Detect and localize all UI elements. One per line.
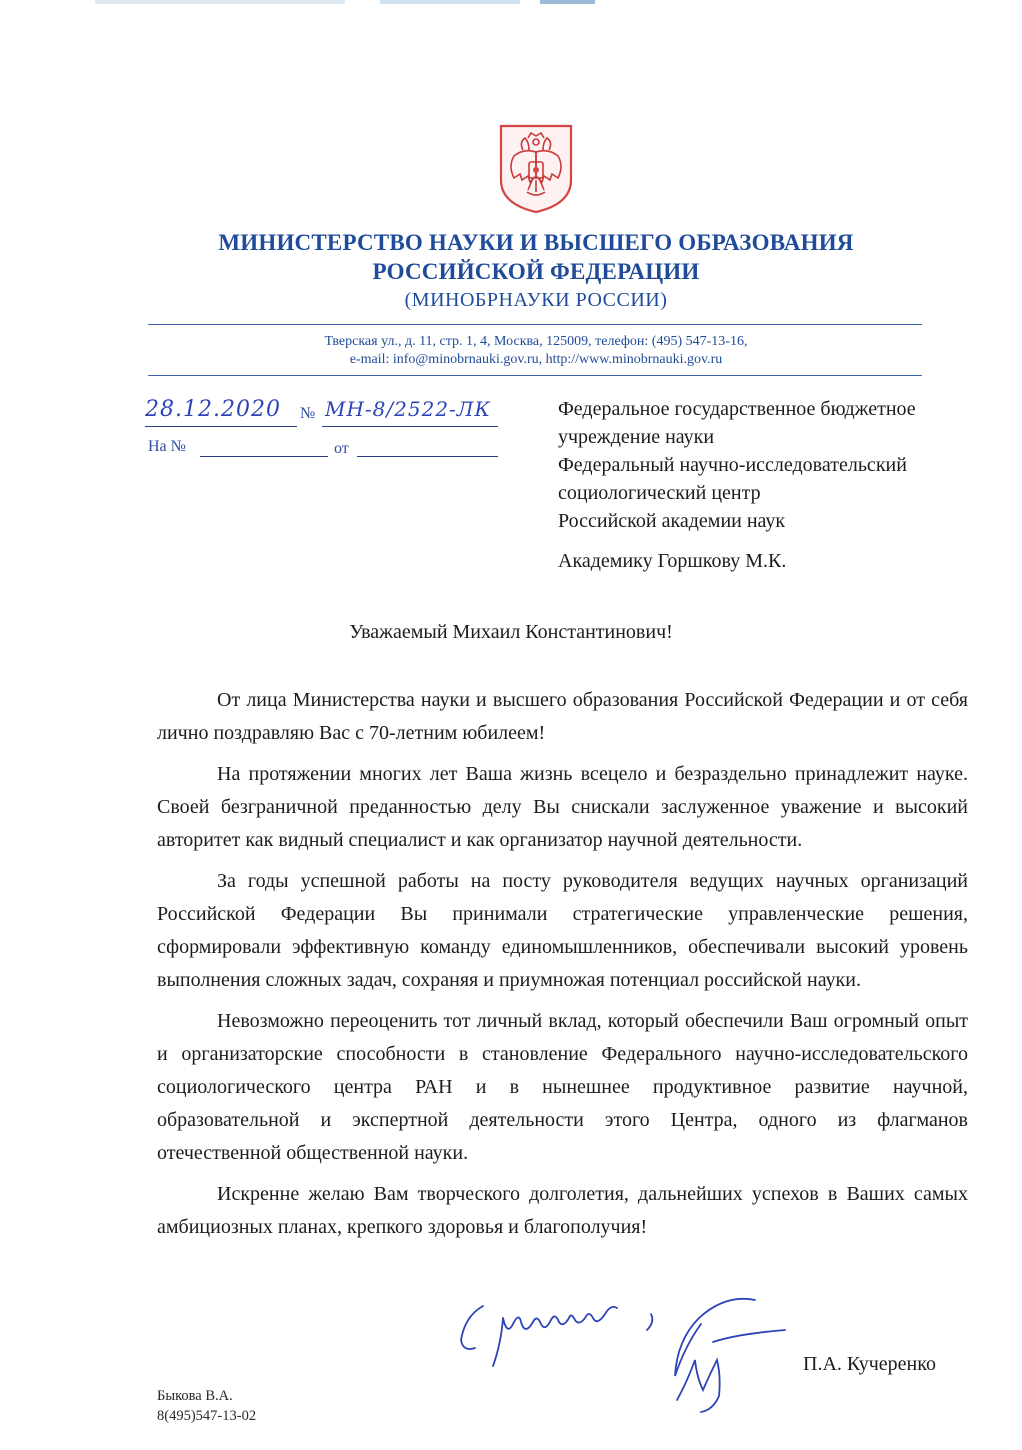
executor-phone: 8(495)547-13-02	[157, 1408, 257, 1424]
registration-date: 28.12.2020	[145, 397, 281, 422]
number-label: №	[300, 405, 316, 422]
reply-to-label: На №	[148, 438, 186, 455]
reply-date-underline	[357, 456, 498, 457]
number-underline	[322, 426, 498, 427]
ministry-name-line1: МИНИСТЕРСТВО НАУКИ И ВЫСШЕГО ОБРАЗОВАНИЯ	[218, 230, 854, 255]
header-divider-top	[148, 324, 922, 325]
letter-paragraph: Искренне желаю Вам творческого долголетия, дальнейших успехов в Ваших самых амбициозных планах, крепкого здоровья и благополучия!	[157, 1183, 968, 1238]
date-underline	[145, 426, 297, 427]
recipient-block	[558, 395, 1008, 575]
reply-from-label: от	[334, 440, 349, 457]
ministry-name-line2: РОССИЙСКОЙ ФЕДЕРАЦИИ	[372, 259, 700, 284]
letter-paragraph: Невозможно переоценить тот личный вклад, который обеспечили Ваш огромный опыт и организаторские способности в становление Федерального научно-исследовательского социологического центра РАН и в нынешнее продуктивное развитие научной, образовательной и экспертной деятельности этого Центра, одного из флагманов отечественной общественной науки.	[157, 1010, 968, 1164]
letter-paragraph: За годы успешной работы на посту руководителя ведущих научных организаций Российской Федерации Вы принимали стратегические управленческие решения, сформировали эффективную команду единомышленников, обеспечивали высокий уровень выполнения сложных задач, сохраняя и приумножая потенциал российской науки.	[157, 870, 968, 991]
executor-name: Быкова В.А.	[157, 1388, 233, 1404]
handwritten-signature	[455, 1280, 795, 1430]
ministry-address	[150, 333, 922, 369]
address-line: Тверская ул., д. 11, стр. 1, 4, Москва, 125009, телефон: (495) 547-13-16,	[324, 334, 748, 349]
letter-paragraph: От лица Министерства науки и высшего образования Российской Федерации и от себя лично поздравляю Вас с 70-летним юбилеем!	[157, 689, 968, 744]
signer-name: П.А. Кучеренко	[803, 1353, 936, 1375]
letter-body	[157, 684, 968, 1252]
letter-paragraph: На протяжении многих лет Ваша жизнь всецело и безраздельно принадлежит науке. Своей безграничной преданностью делу Вы снискали заслуженное уважение и высокий авторитет как видный специалист и как организатор научной деятельности.	[157, 763, 968, 851]
executor-info	[157, 1386, 256, 1426]
registration-number: МН-8/2522-ЛК	[325, 397, 491, 421]
scan-top-edge	[0, 0, 1022, 6]
recipient-line: учреждение науки	[558, 426, 715, 448]
russian-coat-of-arms-icon	[497, 122, 575, 214]
reply-number-underline	[200, 456, 328, 457]
contacts-line: e-mail: info@minobrnauki.gov.ru, http://www.minobrnauki.gov.ru	[349, 352, 723, 367]
letter-greeting: Уважаемый Михаил Константинович!	[349, 621, 673, 643]
header-divider-bottom	[148, 375, 922, 376]
ministry-short-name: (МИНОБРНАУКИ РОССИИ)	[404, 289, 668, 311]
recipient-addressee: Академику Горшкову М.К.	[558, 550, 787, 572]
recipient-line: Федеральный научно-исследовательский	[558, 454, 907, 476]
recipient-line: Российской академии наук	[558, 510, 786, 532]
recipient-line: социологический центр	[558, 482, 761, 504]
recipient-line: Федеральное государственное бюджетное	[558, 398, 916, 420]
